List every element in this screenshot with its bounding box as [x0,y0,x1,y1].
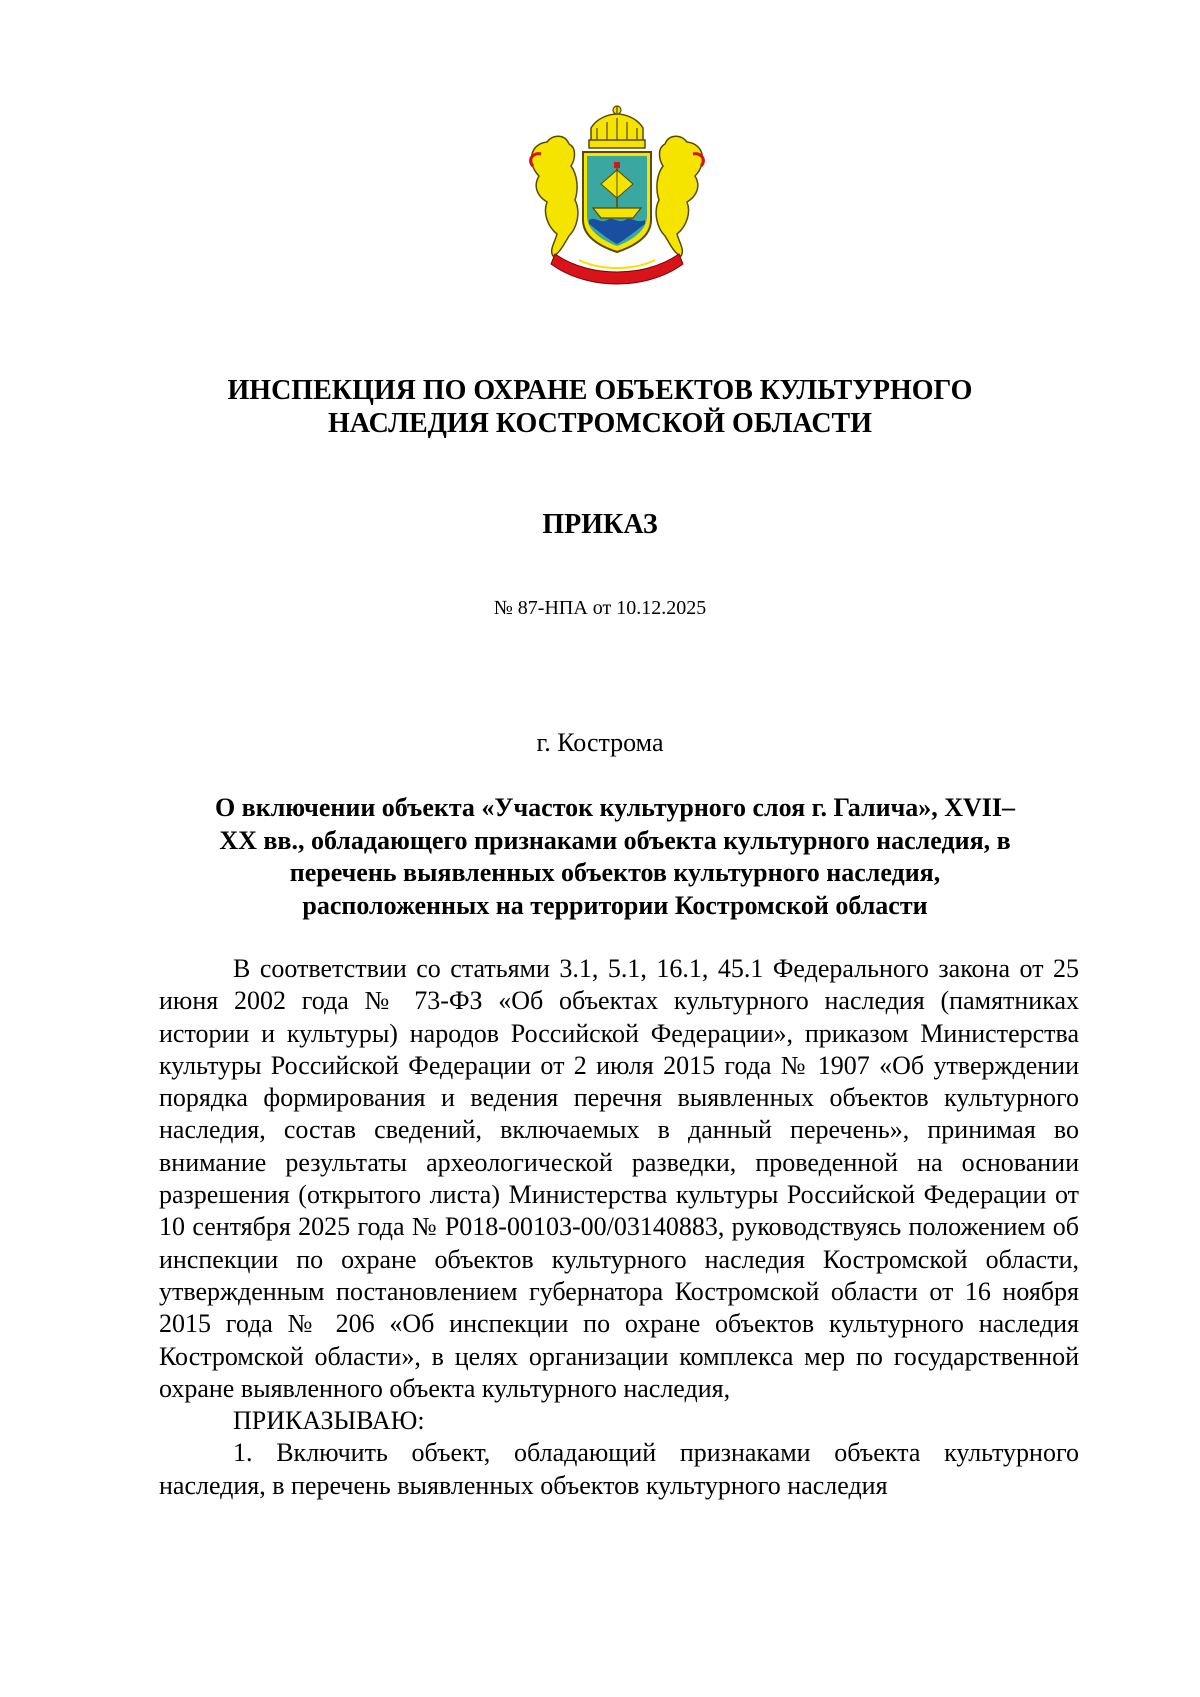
order-subject-heading [150,792,1080,922]
subject-line-2: XX вв., обладающего признаками объекта культурного наследия, в [219,825,1011,855]
preamble-paragraph: В соответствии со статьями 3.1, 5.1, 16.1, 45.1 Федерального закона от 25 июня 2002 года № 73-ФЗ «Об объектах культурного наследия (памятниках истории и культуры) народов Российской Федерации», приказом Министерства культуры Российской Федерации от 2 июля 2015 года № 1907 «Об утверждении порядка формирования и ведения перечня выявленных объектов культурного наследия, состав сведений, включаемых в данный перечень», принимая во внимание результаты археологической разведки, проведенной на основании разрешения (открытого листа) Министерства культуры Российской Федерации от 10 сентября 2025 года № Р018-00103-00/03140883, руководствуясь положением об инспекции по охране объектов культурного наследия Костромской области, утвержденным постановлением губернатора Костромской области от 16 ноября 2015 года № 206 «Об инспекции по охране объектов культурного наследия Костромской области», в целях организации комплекса мер по государственной охране выявленного объекта культурного наследия, [159,954,1079,1403]
order-item-1: 1. Включить объект, обладающий признаками объекта культурного наследия, в перечень выявленных объектов культурного наследия [159,1438,1079,1500]
order-word: ПРИКАЗЫВАЮ: [233,1406,425,1436]
agency-title-line-2: НАСЛЕДИЯ КОСТРОМСКОЙ ОБЛАСТИ [327,408,873,439]
agency-title [0,374,1200,440]
subject-line-1: О включении объекта «Участок культурного слоя г. Галича», XVII– [214,793,1016,822]
order-number-date: № 87-НПА от 10.12.2025 [493,597,707,619]
document-type-heading: ПРИКАЗ [542,509,658,540]
subject-line-3: перечень выявленных объектов культурного наследия, [289,858,941,887]
subject-line-4: расположенных на территории Костромской области [302,890,928,920]
kostroma-coat-of-arms-icon [519,104,715,286]
city-line: г. Кострома [536,728,664,757]
order-body [159,953,1079,1502]
agency-title-line-1: ИНСПЕКЦИЯ ПО ОХРАНЕ ОБЪЕКТОВ КУЛЬТУРНОГО [227,375,973,406]
